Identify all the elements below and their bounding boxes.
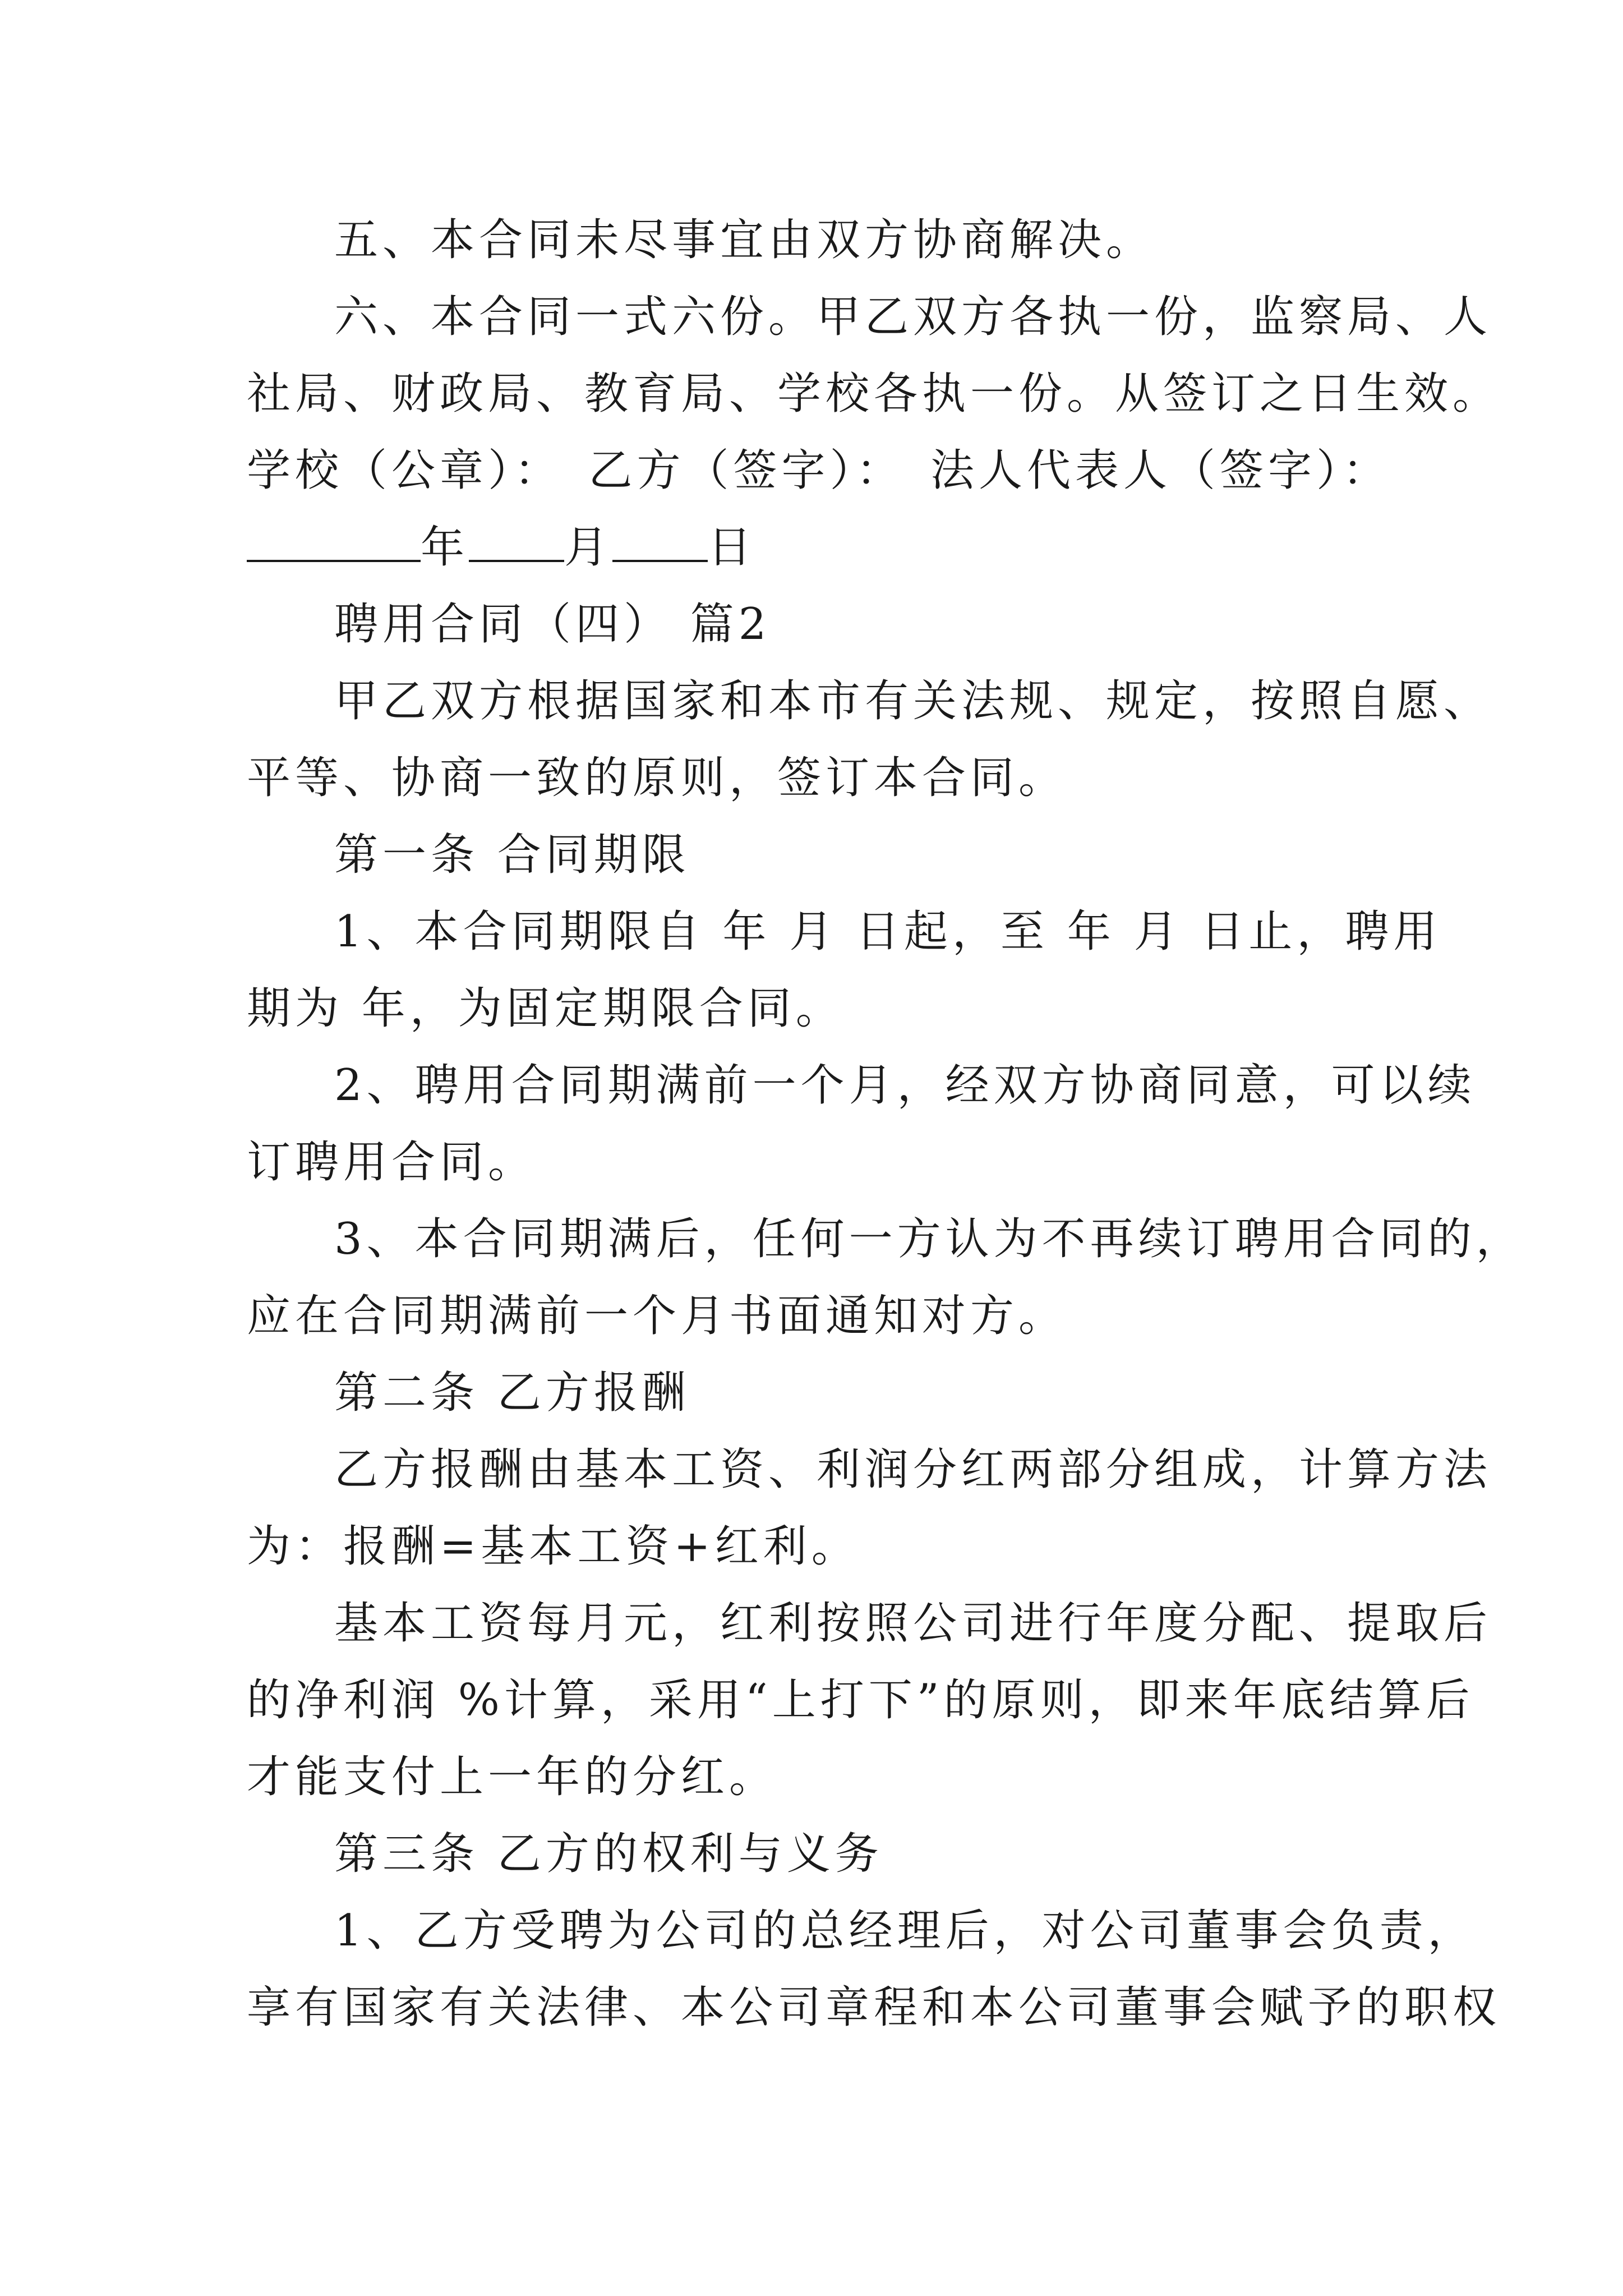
date-line	[247, 509, 1391, 586]
document-page	[247, 202, 1524, 2046]
article-3-title: 第三条 乙方的权利与义务	[334, 1829, 883, 1879]
intro-line2: 平等、协商一致的原则，签订本合同。	[247, 753, 1067, 803]
day-label: 日	[708, 522, 757, 573]
article-1-item3-line1: 3、本合同期满后，任何一方认为不再续订聘用合同的，	[334, 1214, 1524, 1264]
day-blank	[612, 521, 708, 562]
article-1-item2-line2: 订聘用合同。	[247, 1137, 537, 1188]
article-1-item1-line2: 期为 年，为固定期限合同。	[247, 983, 844, 1034]
legal-rep-signature-label: 法人代表人（签字）：	[930, 445, 1391, 496]
year-label: 年	[421, 522, 469, 573]
article-2-para1-line1: 乙方报酬由基本工资、利润分红两部分组成，计算方法	[334, 1444, 1492, 1495]
year-blank	[247, 521, 421, 562]
article-1-item2-line1: 2、聘用合同期满前一个月，经双方协商同意，可以续	[334, 1060, 1476, 1111]
article-2-para1-line2: 为：报酬=基本工资+红利。	[247, 1521, 860, 1572]
article-3-item1-line1: 1、乙方受聘为公司的总经理后，对公司董事会负责，	[334, 1906, 1476, 1956]
section-heading: 聘用合同（四） 篇2	[334, 599, 771, 650]
party-b-signature-label: 乙方（签字）：	[588, 445, 905, 496]
article-2-title: 第二条 乙方报酬	[334, 1368, 690, 1418]
article-1-item3-line2: 应在合同期满前一个月书面通知对方。	[247, 1291, 1067, 1341]
clause-6-line2: 社局、财政局、教育局、学校各执一份。从签订之日生效。	[247, 369, 1501, 419]
intro-line1: 甲乙双方根据国家和本市有关法规、规定，按照自愿、	[334, 676, 1492, 726]
article-2-para2-line3: 才能支付上一年的分红。	[247, 1752, 778, 1802]
clause-5: 五、本合同未尽事宜由双方协商解决。	[334, 215, 1155, 265]
clause-6-line1: 六、本合同一式六份。甲乙双方各执一份，监察局、人	[334, 292, 1492, 342]
article-1-item1-line1: 1、本合同期限自 年 月 日起，至 年 月 日止，聘用	[334, 907, 1442, 957]
article-2-para2-line1: 基本工资每月元，红利按照公司进行年度分配、提取后	[334, 1598, 1492, 1649]
school-seal-label: 学校（公章）：	[247, 445, 563, 496]
article-2-para2-line2: 的净利润 %计算，采用“上打下”的原则，即来年底结算后	[247, 1675, 1474, 1726]
signature-row	[247, 432, 1391, 509]
article-3-item1-line2: 享有国家有关法律、本公司章程和本公司董事会赋予的职权	[247, 1982, 1501, 2033]
month-label: 月	[564, 522, 613, 573]
month-blank	[469, 521, 564, 562]
article-1-title: 第一条 合同期限	[334, 830, 690, 880]
